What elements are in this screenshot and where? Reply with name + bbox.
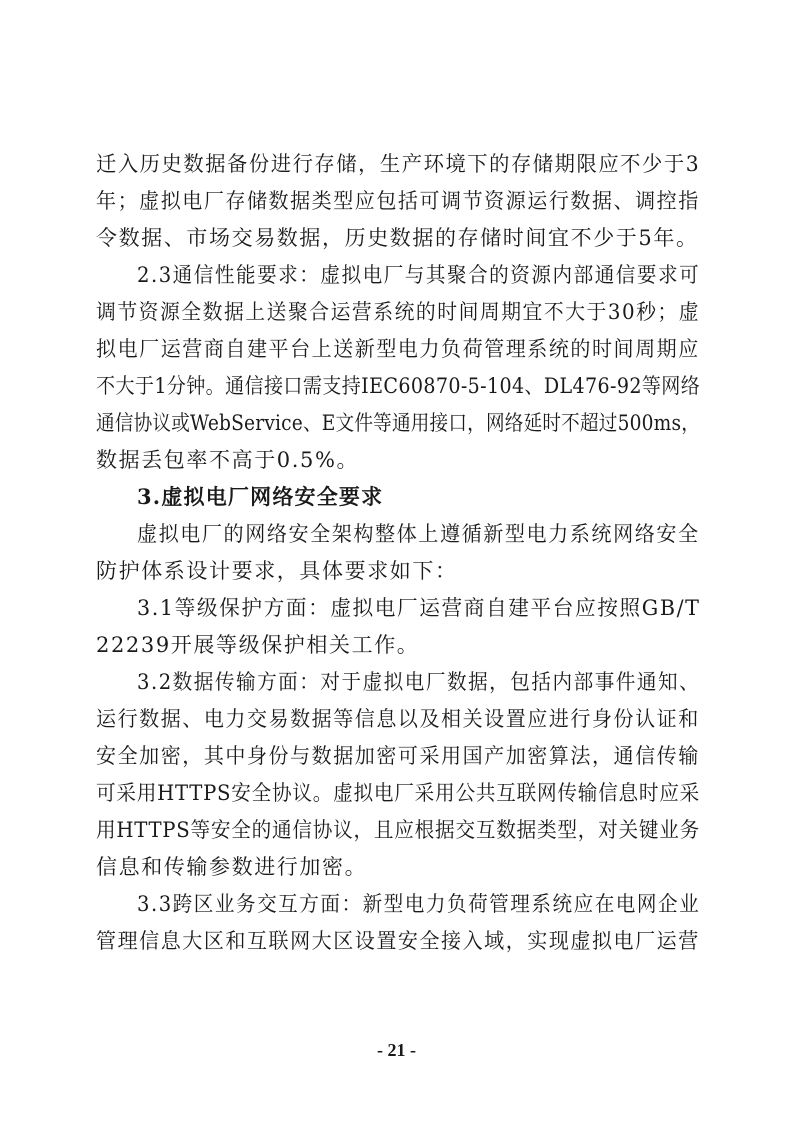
paragraph-line: 信息和传输参数进行加密。 (96, 855, 368, 879)
paragraph-line: 运行数据、电力交易数据等信息以及相关设置应进行身份认证和 (96, 707, 700, 731)
paragraph-line: 22239开展等级保护相关工作。 (96, 633, 420, 657)
paragraph-line: 拟电厂运营商自建平台上送新型电力负荷管理系统的时间周期应 (96, 337, 700, 361)
paragraph-line: 令数据、市场交易数据，历史数据的存储时间宜不少于5年。 (96, 226, 699, 250)
paragraph-line: 管理信息大区和互联网大区设置安全接入域，实现虚拟电厂运营 (96, 929, 700, 953)
paragraph-line: 用HTTPS等安全的通信协议，且应根据交互数据类型，对关键业务 (96, 818, 701, 842)
paragraph-line: 3.1等级保护方面：虚拟电厂运营商自建平台应按照GB/T (137, 596, 701, 620)
paragraph-line: 迁入历史数据备份进行存储，生产环境下的存储期限应不少于3 (96, 152, 701, 176)
paragraph-line: 3.2数据传输方面：对于虚拟电厂数据，包括内部事件通知、 (137, 670, 701, 694)
paragraph-line: 3.3跨区业务交互方面：新型电力负荷管理系统应在电网企业 (137, 892, 701, 916)
paragraph-line: 可采用HTTPS安全协议。虚拟电厂采用公共互联网传输信息时应采 (96, 781, 701, 805)
paragraph-line: 安全加密，其中身份与数据加密可采用国产加密算法，通信传输 (96, 744, 700, 768)
paragraph-line: 不大于1分钟。通信接口需支持IEC60870-5-104、DL476-92等网络 (96, 374, 701, 398)
paragraph-line: 年；虚拟电厂存储数据类型应包括可调节资源运行数据、调控指 (96, 189, 700, 213)
page-number: - 21 - (377, 1040, 416, 1060)
paragraph-line: 2.3通信性能要求：虚拟电厂与其聚合的资源内部通信要求可 (137, 263, 701, 287)
section-heading: 3.虚拟电厂网络安全要求 (137, 484, 384, 509)
paragraph-line: 数据丢包率不高于0.5%。 (96, 448, 360, 472)
paragraph-line: 调节资源全数据上送聚合运营系统的时间周期宜不大于30秒；虚 (96, 300, 701, 324)
paragraph-line: 虚拟电厂的网络安全架构整体上遵循新型电力系统网络安全 (137, 522, 700, 546)
paragraph-line: 通信协议或WebService、E文件等通用接口，网络延时不超过500ms， (96, 411, 701, 435)
paragraph-line: 防护体系设计要求，具体要求如下： (96, 559, 458, 583)
